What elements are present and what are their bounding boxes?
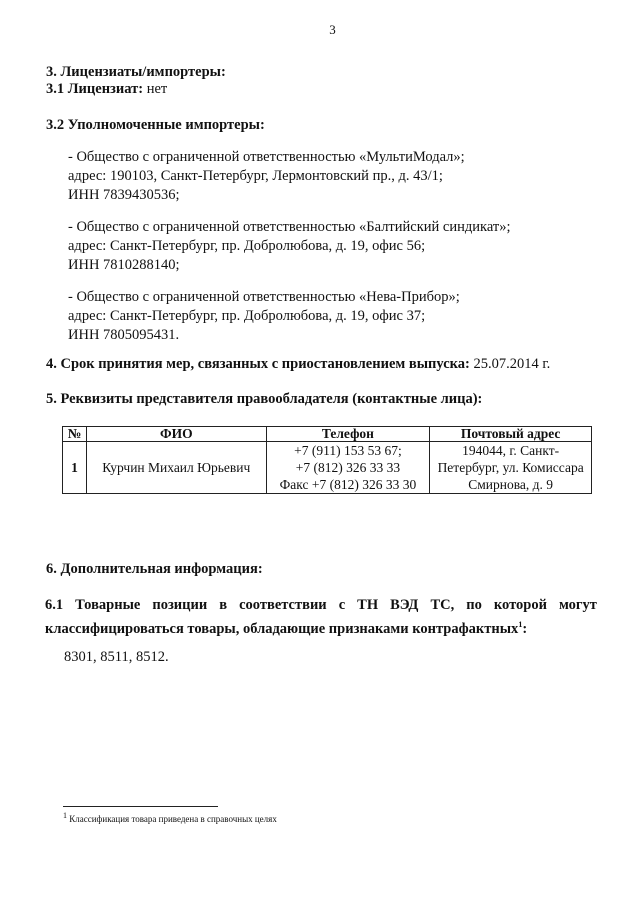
importer-1 <box>68 148 588 205</box>
footnote <box>63 811 277 824</box>
word: ТС, <box>430 597 455 613</box>
word: ТН <box>357 597 379 613</box>
importer-address: адрес: Санкт-Петербург, пр. Добролюбова, д. 19, офис 37; <box>68 308 426 324</box>
footnote-mark: 1 <box>63 811 67 820</box>
tariff-codes: 8301, 8511, 8512. <box>64 649 169 665</box>
line-text: классифицироваться товары, обладающие признаками контрафактных <box>45 620 519 637</box>
licensee-label: 3.1 Лицензиат: <box>46 81 144 97</box>
importer-3 <box>68 288 588 345</box>
line-end: : <box>522 620 528 637</box>
address-line: Смирнова, д. 9 <box>468 477 554 492</box>
footnote-ref[interactable]: 1 <box>518 620 523 629</box>
importer-inn: ИНН 7839430536; <box>68 187 180 203</box>
word: в <box>219 597 228 613</box>
page-number: 3 <box>329 22 336 37</box>
importer-address: адрес: Санкт-Петербург, пр. Добролюбова, д. 19, офис 56; <box>68 238 426 254</box>
footnote-divider <box>63 806 218 807</box>
table-header-row <box>63 427 592 442</box>
importer-name: - Общество с ограниченной ответственностью «Балтийский синдикат»; <box>68 219 511 235</box>
word: Товарные <box>75 597 141 613</box>
word: соответствии <box>239 597 327 613</box>
licensee-value: нет <box>143 81 168 97</box>
phone-line: +7 (812) 326 33 33 <box>295 460 401 475</box>
word: 6.1 <box>45 597 64 613</box>
importer-name: - Общество с ограниченной ответственностью «Нева-Прибор»; <box>68 289 460 305</box>
word: ВЭД <box>390 597 419 613</box>
col-header-num: № <box>63 427 87 442</box>
word: могут <box>559 597 597 613</box>
licensee-line <box>46 81 167 98</box>
cell-address <box>430 442 592 494</box>
contacts-table <box>62 426 592 494</box>
cell-fio: Курчин Михаил Юрьевич <box>86 442 266 494</box>
section-4 <box>46 356 550 373</box>
importer-inn: ИНН 7805095431. <box>68 327 180 343</box>
importers-title: 3.2 Уполномоченные импортеры: <box>46 117 265 133</box>
word: которой <box>493 597 547 613</box>
section-6-1-line-2 <box>45 615 597 639</box>
cell-phone <box>266 442 430 494</box>
phone-line: +7 (911) 153 53 67; <box>294 443 402 458</box>
table-row <box>63 442 592 494</box>
address-line: Петербург, ул. Комиссара <box>437 460 584 475</box>
footnote-text: Классификация товара приведена в справочных целях <box>67 814 277 824</box>
importer-address: адрес: 190103, Санкт-Петербург, Лермонтовский пр., д. 43/1; <box>68 168 443 184</box>
col-header-fio: ФИО <box>86 427 266 442</box>
fax-line: Факс +7 (812) 326 33 30 <box>279 477 417 492</box>
word: позиции <box>152 597 208 613</box>
address-line: 194044, г. Санкт- <box>462 443 560 458</box>
importer-inn: ИНН 7810288140; <box>68 257 180 273</box>
importer-2 <box>68 218 588 275</box>
section-5-title: 5. Реквизиты представителя правообладателя (контактные лица): <box>46 391 483 407</box>
section-6-1 <box>45 595 597 639</box>
section-4-label: 4. Срок принятия мер, связанных с приостановлением выпуска: <box>46 356 470 372</box>
word: с <box>338 597 346 613</box>
section-4-value: 25.07.2014 г. <box>469 356 551 372</box>
cell-num: 1 <box>63 442 87 494</box>
col-header-address: Почтовый адрес <box>430 427 592 442</box>
section-6-1-line-1 <box>45 595 597 615</box>
importer-name: - Общество с ограниченной ответственностью «МультиМодал»; <box>68 149 465 165</box>
word: по <box>466 597 482 613</box>
col-header-phone: Телефон <box>266 427 430 442</box>
section-3-title: 3. Лицензиаты/импортеры: <box>46 64 226 80</box>
section-6-title: 6. Дополнительная информация: <box>46 561 263 577</box>
